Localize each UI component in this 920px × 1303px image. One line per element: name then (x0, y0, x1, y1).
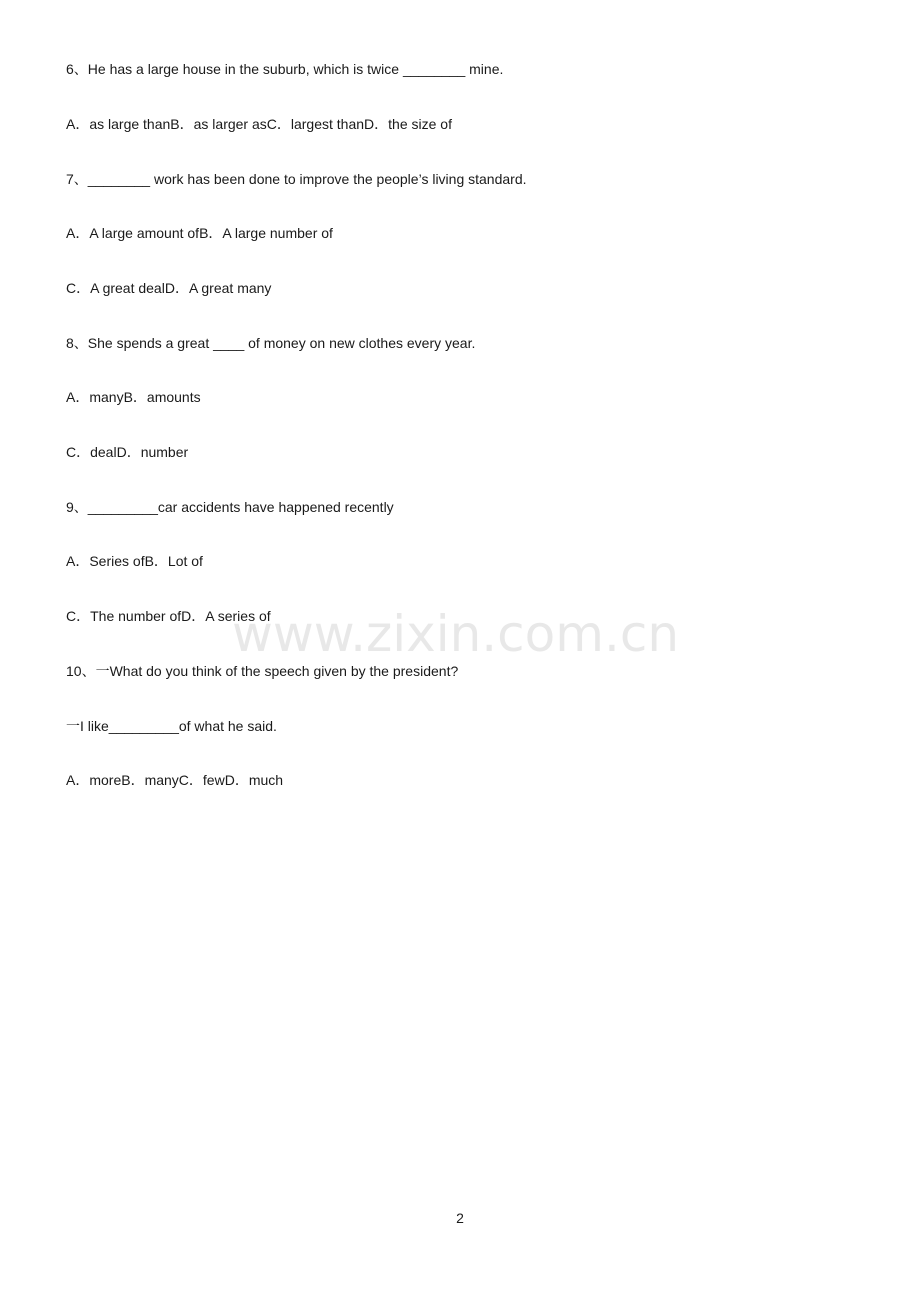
page-number: 2 (456, 1210, 464, 1226)
question-9-options-cd: C．The number ofD．A series of (66, 608, 271, 624)
question-9-stem: 9、_________car accidents have happened recently (66, 499, 394, 515)
question-10-reply: 一I like_________of what he said. (66, 718, 277, 734)
question-7-options-cd: C．A great dealD．A great many (66, 280, 272, 296)
question-8-stem: 8、She spends a great ____ of money on new clothes every year. (66, 335, 476, 351)
watermark: www.zixin.com.cn (232, 605, 680, 663)
question-7-options-ab: A．A large amount ofB．A large number of (66, 225, 333, 241)
question-8-options-cd: C．dealD．number (66, 444, 189, 460)
question-8-options-ab: A．manyB．amounts (66, 389, 201, 405)
question-9-options-ab: A．Series ofB．Lot of (66, 553, 203, 569)
question-6-stem: 6、He has a large house in the suburb, which is twice ________ mine. (66, 61, 504, 77)
question-10-options: A．moreB．manyC．fewD．much (66, 772, 284, 788)
question-10-stem: 10、一What do you think of the speech given by the president? (66, 663, 459, 679)
question-7-stem: 7、________ work has been done to improve the people’s living standard. (66, 171, 527, 187)
question-6-options: A．as large thanB．as larger asC．largest thanD．the size of (66, 116, 452, 132)
